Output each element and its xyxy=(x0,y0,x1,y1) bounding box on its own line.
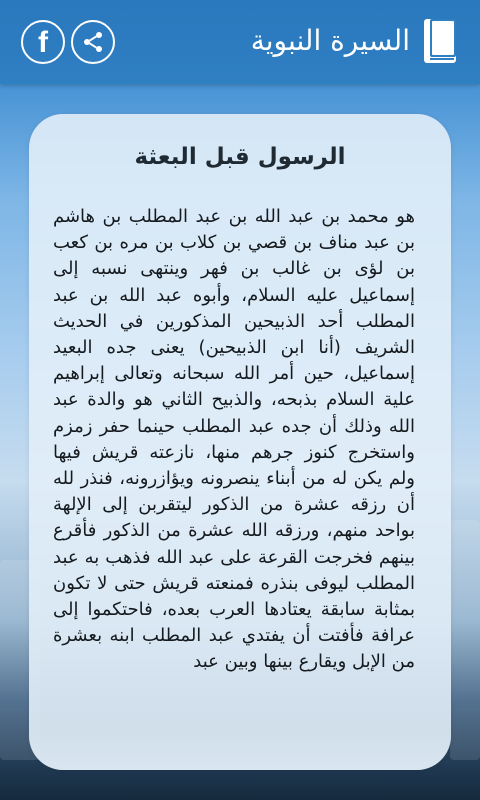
content-card xyxy=(29,114,451,770)
share-button[interactable] xyxy=(71,20,115,64)
app-bar xyxy=(0,0,480,84)
card-body-text: هو محمد بن عبد الله بن عبد المطلب بن هاشم بن عبد مناف بن قصي بن كلاب بن مره بن كعب بن لؤى بن غالب بن فهر وينتهى نسبه إلى إسماعيل عليه السلام، وأبوه عبد الله بن عبد المطلب أحد الذبيحين المذكورين في الحديث الشريف (أنا ابن الذبيحين) يعنى جده البعيد إسماعيل، حين أمر الله سبحانه وتعالى إبراهيم علية السلام بذبحه، والذبيح الثاني هو والدة عبد الله وذلك أن جده عبد المطلب حينما حفر زمزم واستخرج كنوز جرهم منها، نازعته قريش فيها ولم يكن له من أبناء ينصرونه ويؤازرونه، فنذر لله أن رزقه عشرة من الذكور ليتقربن إلى الإلهة بواحد منهم، ورزقه الله عشرة من الذكور فأقرع بينهم فخرجت القرعة على عبد الله فذهب به عبد المطلب ليوفى بنذره فمنعته قريش حتى لا تكون بمثابة سابقة يعتادها العرب بعده، فاحتكموا إلى عرافة فأفتت أن يفتدي عبد المطلب ابنه بعشرة من الإبل ويقارع بينها وبين عبد xyxy=(53,206,415,673)
background-building xyxy=(450,520,480,760)
book-icon xyxy=(422,18,458,64)
facebook-button[interactable] xyxy=(21,20,65,64)
card-bottom-fade xyxy=(29,730,451,770)
card-title: الرسول قبل البعثة xyxy=(134,144,346,170)
facebook-icon: f xyxy=(38,26,48,59)
share-icon xyxy=(81,30,105,54)
app-title: السيرة النبوية xyxy=(250,24,410,57)
